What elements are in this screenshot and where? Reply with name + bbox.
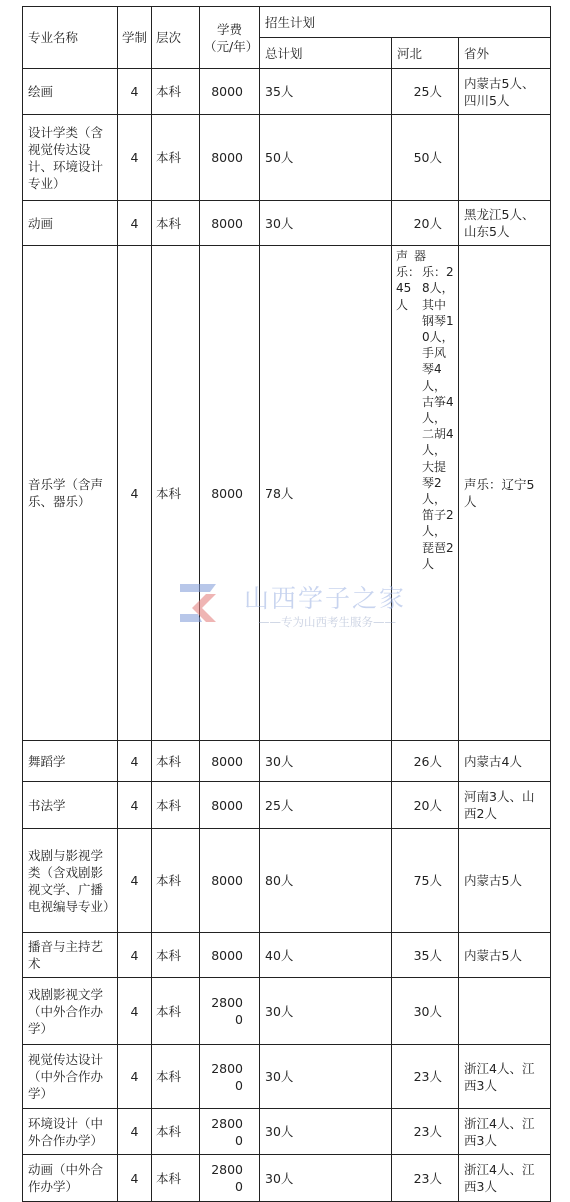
cell-hebei xyxy=(392,246,459,741)
cell-fee: 8000 xyxy=(200,201,260,246)
cell-total: 40人 xyxy=(260,933,392,978)
table-row xyxy=(23,246,551,741)
cell-total: 80人 xyxy=(260,829,392,933)
cell-fee: 8000 xyxy=(200,933,260,978)
cell-hebei: 23人 xyxy=(392,1045,459,1109)
table-row xyxy=(23,741,551,782)
cell-outside xyxy=(459,115,551,201)
cell-duration: 4 xyxy=(118,69,152,115)
cell-hebei: 35人 xyxy=(392,933,459,978)
header-duration: 学制 xyxy=(118,7,152,69)
cell-major: 戏剧影视文学（中外合作办学） xyxy=(23,978,118,1045)
cell-fee: 8000 xyxy=(200,829,260,933)
cell-total: 25人 xyxy=(260,782,392,829)
header-outside: 省外 xyxy=(459,38,551,69)
cell-total: 30人 xyxy=(260,1155,392,1202)
cell-level: 本科 xyxy=(152,1045,200,1109)
music-hebei-top: 声器 xyxy=(396,249,433,263)
header-fee: 学费（元/年） xyxy=(200,7,260,69)
cell-major: 播音与主持艺术 xyxy=(23,933,118,978)
watermark-title: 山西学子之家 xyxy=(244,584,407,613)
cell-total: 30人 xyxy=(260,1045,392,1109)
cell-total: 78人 xyxy=(260,246,392,741)
cell-outside: 浙江4人、江西3人 xyxy=(459,1045,551,1109)
cell-major: 舞蹈学 xyxy=(23,741,118,782)
cell-fee: 28000 xyxy=(200,1109,260,1155)
cell-outside: 声乐：辽宁5人 xyxy=(459,246,551,741)
cell-duration: 4 xyxy=(118,246,152,741)
admissions-table xyxy=(22,6,551,1202)
table-row xyxy=(23,115,551,201)
cell-major: 视觉传达设计（中外合作办学） xyxy=(23,1045,118,1109)
cell-level: 本科 xyxy=(152,115,200,201)
cell-fee: 8000 xyxy=(200,69,260,115)
cell-outside xyxy=(459,978,551,1045)
header-total: 总计划 xyxy=(260,38,392,69)
cell-level: 本科 xyxy=(152,1155,200,1202)
cell-total: 50人 xyxy=(260,115,392,201)
cell-hebei: 50人 xyxy=(392,115,459,201)
table-row xyxy=(23,1109,551,1155)
cell-outside: 内蒙古5人 xyxy=(459,829,551,933)
cell-total: 30人 xyxy=(260,978,392,1045)
cell-major: 环境设计（中外合作办学） xyxy=(23,1109,118,1155)
table-row xyxy=(23,1155,551,1202)
cell-hebei: 20人 xyxy=(392,782,459,829)
music-hebei-instrumental: 乐：28人，其中钢琴10人，手风琴4人，古筝4人，二胡4人，大提琴2人，笛子2人，琵琶2人 xyxy=(422,265,454,571)
cell-level: 本科 xyxy=(152,741,200,782)
cell-major: 音乐学（含声乐、器乐） xyxy=(23,246,118,741)
cell-level: 本科 xyxy=(152,933,200,978)
cell-level: 本科 xyxy=(152,246,200,741)
cell-hebei: 30人 xyxy=(392,978,459,1045)
cell-level: 本科 xyxy=(152,69,200,115)
cell-fee: 8000 xyxy=(200,246,260,741)
cell-level: 本科 xyxy=(152,829,200,933)
music-hebei-vocal: 乐：45人 xyxy=(396,265,421,312)
cell-duration: 4 xyxy=(118,201,152,246)
table-row xyxy=(23,829,551,933)
cell-major: 动画 xyxy=(23,201,118,246)
cell-outside: 内蒙古5人 xyxy=(459,933,551,978)
cell-level: 本科 xyxy=(152,978,200,1045)
header-row-1 xyxy=(23,7,551,38)
header-level: 层次 xyxy=(152,7,200,69)
cell-fee: 8000 xyxy=(200,782,260,829)
watermark-subtitle: ——专为山西考生服务—— xyxy=(258,615,396,629)
cell-major: 设计学类（含视觉传达设计、环境设计专业） xyxy=(23,115,118,201)
cell-fee: 8000 xyxy=(200,115,260,201)
cell-duration: 4 xyxy=(118,933,152,978)
cell-total: 30人 xyxy=(260,1109,392,1155)
cell-fee: 28000 xyxy=(200,978,260,1045)
cell-duration: 4 xyxy=(118,978,152,1045)
cell-level: 本科 xyxy=(152,782,200,829)
cell-fee: 28000 xyxy=(200,1045,260,1109)
table-row xyxy=(23,201,551,246)
header-hebei: 河北 xyxy=(392,38,459,69)
cell-major: 戏剧与影视学类（含戏剧影视文学、广播电视编导专业） xyxy=(23,829,118,933)
cell-hebei: 26人 xyxy=(392,741,459,782)
cell-fee: 28000 xyxy=(200,1155,260,1202)
cell-duration: 4 xyxy=(118,1155,152,1202)
cell-total: 30人 xyxy=(260,741,392,782)
cell-outside: 浙江4人、江西3人 xyxy=(459,1109,551,1155)
cell-total: 35人 xyxy=(260,69,392,115)
cell-hebei: 25人 xyxy=(392,69,459,115)
cell-level: 本科 xyxy=(152,1109,200,1155)
table-row xyxy=(23,69,551,115)
cell-hebei: 20人 xyxy=(392,201,459,246)
cell-duration: 4 xyxy=(118,829,152,933)
cell-outside: 河南3人、山西2人 xyxy=(459,782,551,829)
cell-outside: 黑龙江5人、山东5人 xyxy=(459,201,551,246)
cell-total: 30人 xyxy=(260,201,392,246)
cell-duration: 4 xyxy=(118,1045,152,1109)
cell-duration: 4 xyxy=(118,782,152,829)
header-plan: 招生计划 xyxy=(260,7,551,38)
table-row xyxy=(23,782,551,829)
table-row xyxy=(23,1045,551,1109)
header-major: 专业名称 xyxy=(23,7,118,69)
cell-outside: 内蒙古5人、四川5人 xyxy=(459,69,551,115)
table-row xyxy=(23,978,551,1045)
cell-hebei: 23人 xyxy=(392,1155,459,1202)
cell-outside: 内蒙古4人 xyxy=(459,741,551,782)
cell-fee: 8000 xyxy=(200,741,260,782)
cell-hebei: 23人 xyxy=(392,1109,459,1155)
cell-major: 动画（中外合作办学） xyxy=(23,1155,118,1202)
cell-outside: 浙江4人、江西3人 xyxy=(459,1155,551,1202)
cell-hebei: 75人 xyxy=(392,829,459,933)
table-row xyxy=(23,933,551,978)
cell-duration: 4 xyxy=(118,115,152,201)
cell-level: 本科 xyxy=(152,201,200,246)
cell-major: 书法学 xyxy=(23,782,118,829)
cell-duration: 4 xyxy=(118,741,152,782)
cell-major: 绘画 xyxy=(23,69,118,115)
cell-duration: 4 xyxy=(118,1109,152,1155)
